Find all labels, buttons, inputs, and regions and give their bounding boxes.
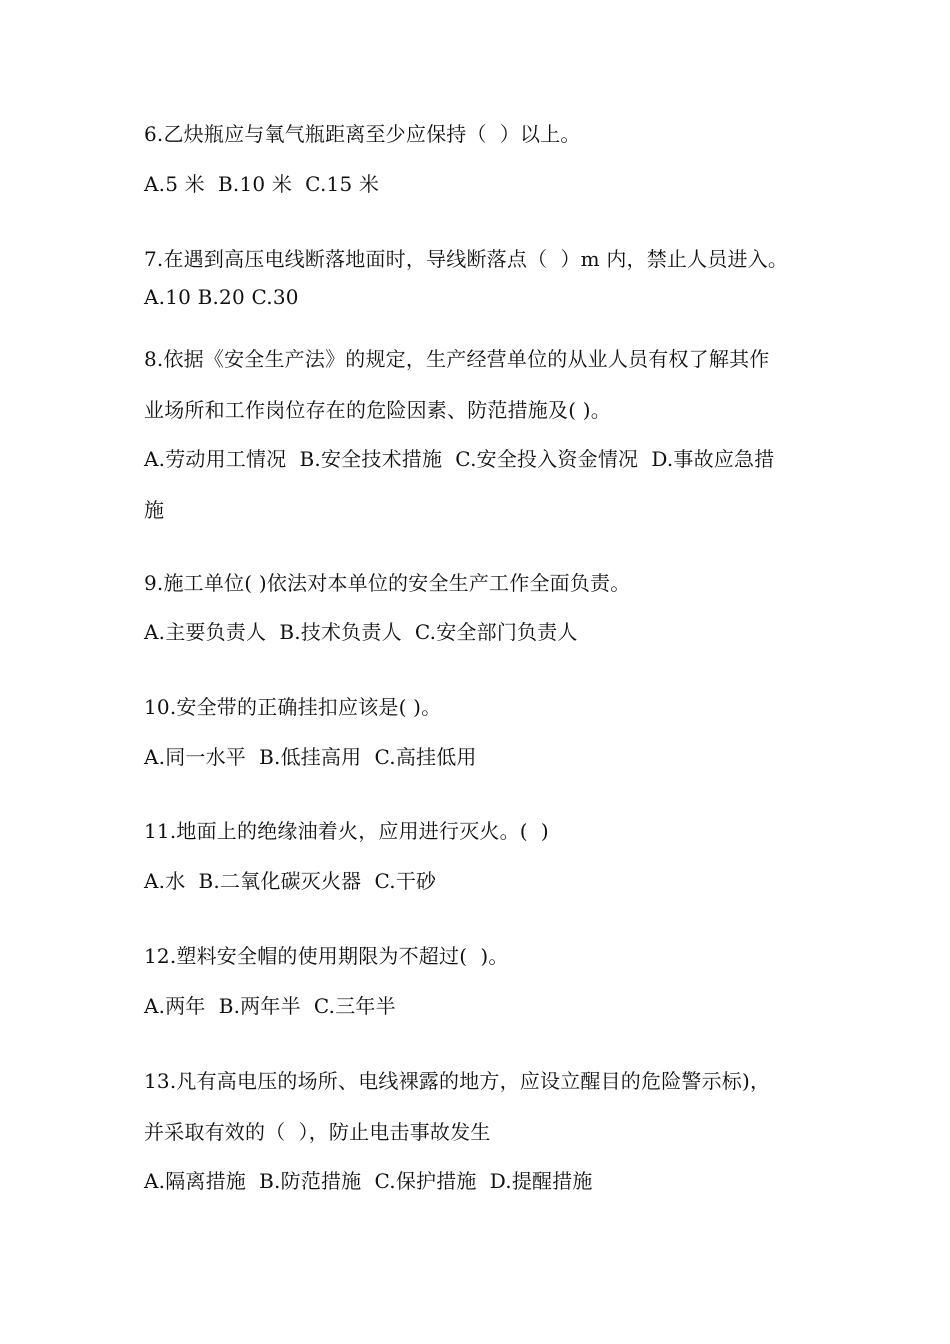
- question-9-stem: 9.施工单位( )依法对本单位的安全生产工作全面负责。: [144, 571, 631, 595]
- question-12-options: A.两年 B.两年半 C.三年半: [144, 994, 396, 1018]
- question-11-stem: 11.地面上的绝缘油着火，应用进行灭火。( ): [144, 819, 549, 843]
- question-6-options: A.5 米 B.10 米 C.15 米: [144, 172, 380, 196]
- question-13-stem-line-2: 并采取有效的（ ），防止电击事故发生: [144, 1120, 491, 1144]
- question-10-options: A.同一水平 B.低挂高用 C.高挂低用: [144, 745, 477, 769]
- question-8-stem-line-2: 业场所和工作岗位存在的危险因素、防范措施及( )。: [144, 398, 611, 422]
- question-10-stem: 10.安全带的正确挂扣应该是( )。: [144, 695, 442, 719]
- question-8-stem-line-1: 8.依据《安全生产法》的规定，生产经营单位的从业人员有权了解其作: [144, 347, 770, 371]
- question-11-options: A.水 B.二氧化碳灭火器 C.干砂: [144, 869, 437, 893]
- question-7-stem: 7.在遇到高压电线断落地面时，导线断落点（ ）m 内，禁止人员进入。: [144, 247, 789, 271]
- question-13-stem-line-1: 13.凡有高电压的场所、电线裸露的地方，应设立醒目的危险警示标)，: [144, 1069, 771, 1093]
- question-9-options: A.主要负责人 B.技术负责人 C.安全部门负责人: [144, 620, 578, 644]
- question-7-options: A.10 B.20 C.30: [144, 285, 299, 309]
- question-8-options-line-2: 施: [144, 498, 165, 522]
- question-12-stem: 12.塑料安全帽的使用期限为不超过( )。: [144, 944, 509, 968]
- question-6-stem: 6.乙炔瓶应与氧气瓶距离至少应保持（ ）以上。: [144, 122, 581, 146]
- question-8-options-line-1: A.劳动用工情况 B.安全技术措施 C.安全投入资金情况 D.事故应急措: [144, 447, 775, 471]
- question-13-options: A.隔离措施 B.防范措施 C.保护措施 D.提醒措施: [144, 1169, 593, 1193]
